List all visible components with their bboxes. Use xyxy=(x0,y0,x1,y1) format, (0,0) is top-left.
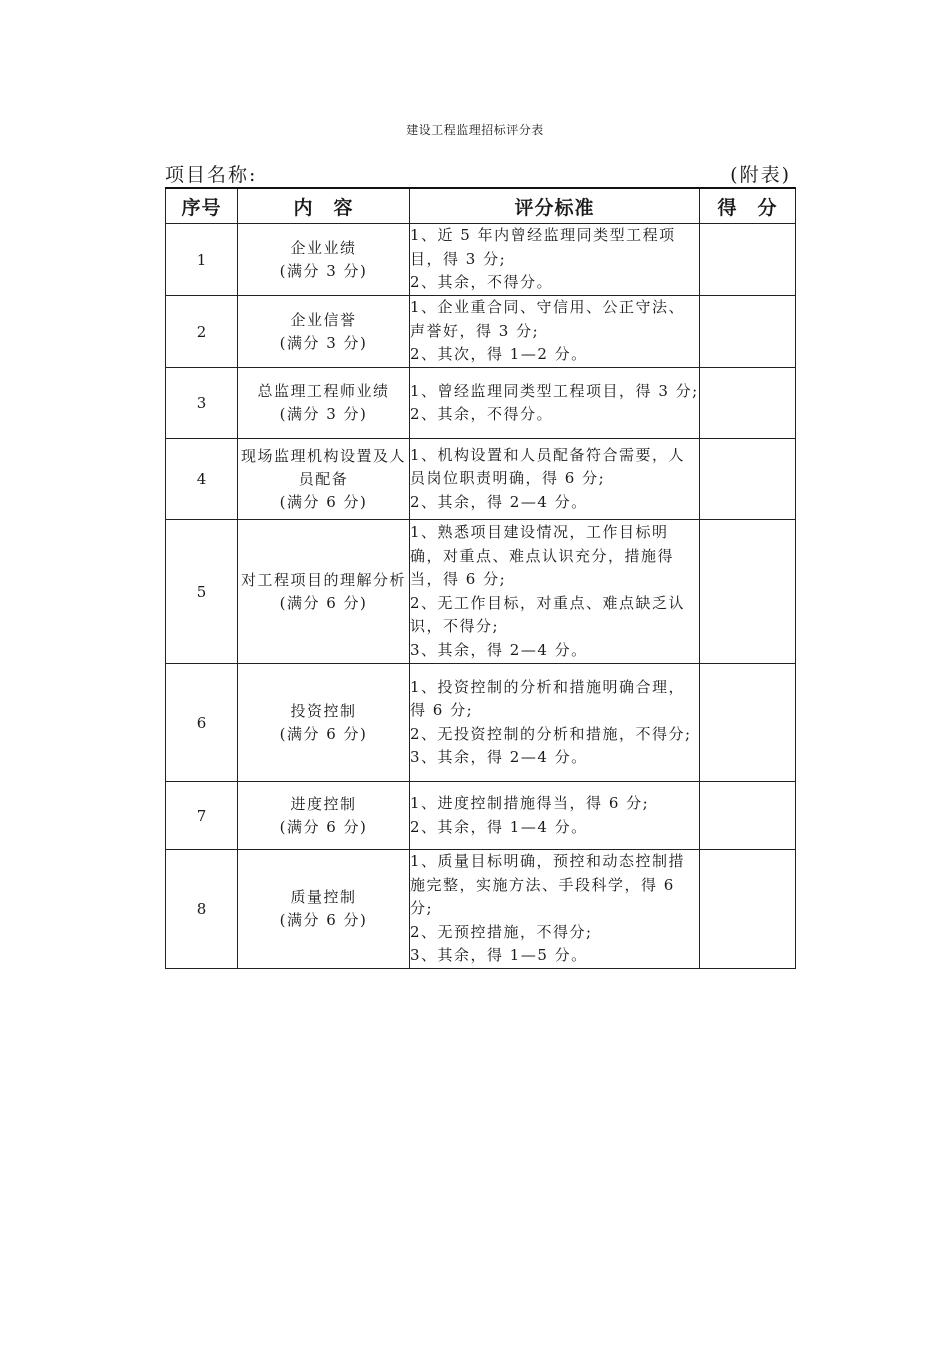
row-content xyxy=(238,368,410,439)
row-criteria xyxy=(410,782,700,850)
row-number: 8 xyxy=(166,850,238,969)
row-content xyxy=(238,850,410,969)
row-content xyxy=(238,782,410,850)
table-row xyxy=(166,368,796,439)
content-name: 现场监理机构设置及人员配备 xyxy=(240,446,406,488)
criteria-line: 2、无投资控制的分析和措施，不得分; xyxy=(410,724,692,743)
criteria-line: 1、进度控制措施得当，得 6 分; xyxy=(410,794,650,812)
table-row xyxy=(166,520,796,664)
row-number: 7 xyxy=(166,782,238,850)
score-cell[interactable] xyxy=(700,224,796,296)
row-criteria xyxy=(410,224,700,296)
criteria-line: 3、其余，得 2—4 分。 xyxy=(410,640,588,659)
criteria-line: 2、无工作目标，对重点、难点缺乏认识，不得分; xyxy=(410,593,686,635)
row-criteria xyxy=(410,850,700,969)
row-criteria xyxy=(410,664,700,782)
table-header-row xyxy=(166,188,796,224)
header-no: 序号 xyxy=(166,188,238,224)
criteria-line: 1、企业重合同、守信用、公正守法、声誉好，得 3 分; xyxy=(410,298,686,340)
row-number: 5 xyxy=(166,520,238,664)
content-name: 投资控制 xyxy=(290,701,357,720)
score-cell[interactable] xyxy=(700,850,796,969)
row-number: 3 xyxy=(166,368,238,439)
table-row xyxy=(166,296,796,368)
row-content xyxy=(238,224,410,296)
table-row xyxy=(166,664,796,782)
criteria-line: 2、其次，得 1—2 分。 xyxy=(410,345,588,364)
project-name-label: 项目名称: xyxy=(165,164,258,186)
meta-row xyxy=(165,160,795,186)
header-content: 内 容 xyxy=(238,188,410,224)
row-number: 6 xyxy=(166,664,238,782)
row-content xyxy=(238,664,410,782)
attachment-label: (附表) xyxy=(730,164,791,186)
table-row xyxy=(166,782,796,850)
content-max-score: (满分 6 分) xyxy=(279,724,368,743)
content-name: 质量控制 xyxy=(290,888,357,906)
content-name: 进度控制 xyxy=(290,794,357,813)
score-cell[interactable] xyxy=(700,520,796,664)
score-cell[interactable] xyxy=(700,296,796,368)
table-body xyxy=(166,224,796,969)
table-row xyxy=(166,850,796,969)
criteria-line: 1、投资控制的分析和措施明确合理，得 6 分; xyxy=(410,677,686,719)
criteria-line: 3、其余，得 1—5 分。 xyxy=(410,946,588,965)
table-row xyxy=(166,439,796,520)
row-number: 4 xyxy=(166,439,238,520)
criteria-line: 2、无预控措施，不得分; xyxy=(410,922,593,941)
score-cell[interactable] xyxy=(700,368,796,439)
criteria-line: 2、其余，得 1—4 分。 xyxy=(410,817,588,836)
criteria-line: 1、质量目标明确，预控和动态控制措施完整，实施方法、手段科学，得 6 分; xyxy=(410,852,686,918)
criteria-line: 1、熟悉项目建设情况，工作目标明确，对重点、难点认识充分，措施得当，得 6 分; xyxy=(410,523,675,588)
scoring-table xyxy=(165,187,796,969)
criteria-line: 2、其余，得 2—4 分。 xyxy=(410,492,588,511)
score-cell[interactable] xyxy=(700,782,796,850)
content-name: 企业信誉 xyxy=(290,310,357,329)
content-max-score: (满分 3 分) xyxy=(279,261,368,280)
table-row xyxy=(166,224,796,296)
criteria-line: 1、机构设置和人员配备符合需要，人员岗位职责明确，得 6 分; xyxy=(410,445,686,488)
content-max-score: (满分 3 分) xyxy=(279,405,368,423)
row-content xyxy=(238,296,410,368)
row-criteria xyxy=(410,439,700,520)
criteria-line: 3、其余，得 2—4 分。 xyxy=(410,748,588,766)
criteria-line: 2、其余，不得分。 xyxy=(410,273,554,292)
criteria-line: 2、其余，不得分。 xyxy=(410,405,554,423)
header-criteria: 评分标准 xyxy=(410,188,700,224)
content-name: 总监理工程师业绩 xyxy=(257,382,390,400)
header-score: 得 分 xyxy=(700,188,796,224)
row-number: 2 xyxy=(166,296,238,368)
content-max-score: (满分 6 分) xyxy=(279,492,368,511)
row-number: 1 xyxy=(166,224,238,296)
row-content xyxy=(238,520,410,664)
content-name: 企业业绩 xyxy=(290,238,357,257)
document-title: 建设工程监理招标评分表 xyxy=(406,123,544,137)
content-max-score: (满分 6 分) xyxy=(279,817,368,836)
content-max-score: (满分 6 分) xyxy=(279,593,368,612)
content-max-score: (满分 3 分) xyxy=(279,333,368,352)
score-cell[interactable] xyxy=(700,439,796,520)
row-content xyxy=(238,439,410,520)
row-criteria xyxy=(410,520,700,664)
criteria-line: 1、曾经监理同类型工程项目，得 3 分; xyxy=(410,381,699,400)
row-criteria xyxy=(410,368,700,439)
score-cell[interactable] xyxy=(700,664,796,782)
criteria-line: 1、近 5 年内曾经监理同类型工程项目，得 3 分; xyxy=(410,226,676,268)
row-criteria xyxy=(410,296,700,368)
content-max-score: (满分 6 分) xyxy=(279,911,368,929)
content-name: 对工程项目的理解分析 xyxy=(240,570,406,589)
